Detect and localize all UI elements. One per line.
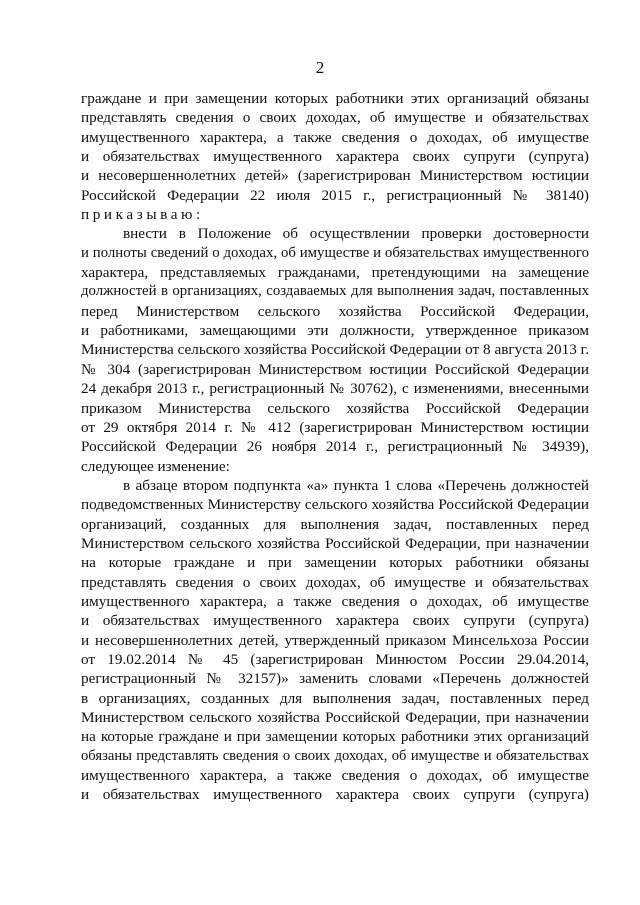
text-line: на которые граждане и при замещении которых работники этих организаций — [81, 728, 589, 746]
text-line: № 304 (зарегистрирован Министерством юстиции Российской Федерации — [81, 360, 589, 378]
text-line: имущественного характера, а также сведения о доходах, об имуществе — [81, 128, 589, 146]
text-line: следующее изменение: — [81, 457, 230, 475]
paragraph — [81, 224, 589, 475]
document-body — [81, 89, 589, 805]
text-line: перед Министерством сельского хозяйства Российской Федерации, — [81, 302, 589, 320]
text-line: и несовершеннолетних детей» (зарегистрирован Министерством юстиции — [81, 167, 589, 185]
order-keyword: приказываю: — [81, 206, 204, 224]
text-line: в абзаце втором подпункта «а» пункта 1 слова «Перечень должностей — [123, 476, 589, 494]
text-line: Министерством сельского хозяйства Российской Федерации, при назначении — [81, 534, 589, 552]
text-line: имущественного характера, а также сведения о доходах, об имуществе — [81, 767, 589, 785]
page-number: 2 — [315, 58, 325, 77]
text-line: Российской Федерации 22 июля 2015 г., регистрационный № 38140) — [81, 186, 589, 204]
text-line: и полноты сведений о доходах, об имуществе и обязательствах имущественного — [81, 244, 589, 261]
text-line: подведомственных Министерству сельского хозяйства Российской Федерации — [81, 496, 589, 514]
text-line: от 29 октября 2014 г. № 412 (зарегистрирован Министерством юстиции — [81, 418, 589, 436]
text-line: представлять сведения о своих доходах, об имуществе и обязательствах — [81, 573, 589, 591]
text-line: Министерства сельского хозяйства Российской Федерации от 8 августа 2013 г. — [81, 341, 589, 359]
text-line: обязаны представлять сведения о своих доходах, об имуществе и обязательствах — [81, 747, 589, 764]
text-line: должностей в организациях, создаваемых для выполнения задач, поставленных — [81, 283, 589, 300]
text-line: организаций, созданных для выполнения задач, поставленных перед — [81, 515, 589, 533]
text-line: и обязательствах имущественного характера своих супруги (супруга) — [81, 148, 589, 166]
text-line: приказом Министерства сельского хозяйства Российской Федерации — [81, 399, 589, 417]
text-line: характера, представляемых гражданами, претендующими на замещение — [81, 264, 589, 282]
text-line: 24 декабря 2013 г., регистрационный № 30762), с изменениями, внесенными — [81, 380, 589, 398]
text-line: и обязательствах имущественного характера своих супруги (супруга) — [81, 786, 589, 804]
text-line: и работниками, замещающими эти должности, утвержденное приказом — [81, 322, 589, 340]
paragraph — [81, 89, 589, 205]
text-line: в организациях, созданных для выполнения задач, поставленных перед — [81, 689, 589, 707]
order-keyword-paragraph — [81, 205, 589, 224]
text-line: Министерством сельского хозяйства Российской Федерации, при назначении — [81, 709, 589, 726]
text-line: представлять сведения о своих доходах, об имуществе и обязательствах — [81, 109, 589, 127]
text-line: внести в Положение об осуществлении проверки достоверности — [123, 225, 589, 243]
text-line: Российской Федерации 26 ноября 2014 г., регистрационный № 34939), — [81, 438, 589, 456]
text-line: и несовершеннолетних детей, утвержденный приказом Минсельхоза России — [81, 631, 589, 649]
paragraph — [81, 476, 589, 805]
text-line: на которые граждане и при замещении которых работники обязаны — [81, 554, 589, 572]
text-line: регистрационный № 32157)» заменить словами «Перечень должностей — [81, 670, 589, 688]
text-line: граждане и при замещении которых работники этих организаций обязаны — [81, 90, 589, 107]
text-line: от 19.02.2014 № 45 (зарегистрирован Минюстом России 29.04.2014, — [81, 650, 589, 668]
text-line: и обязательствах имущественного характера своих супруги (супруга) — [81, 612, 589, 630]
text-line: имущественного характера, а также сведения о доходах, об имуществе — [81, 592, 589, 610]
